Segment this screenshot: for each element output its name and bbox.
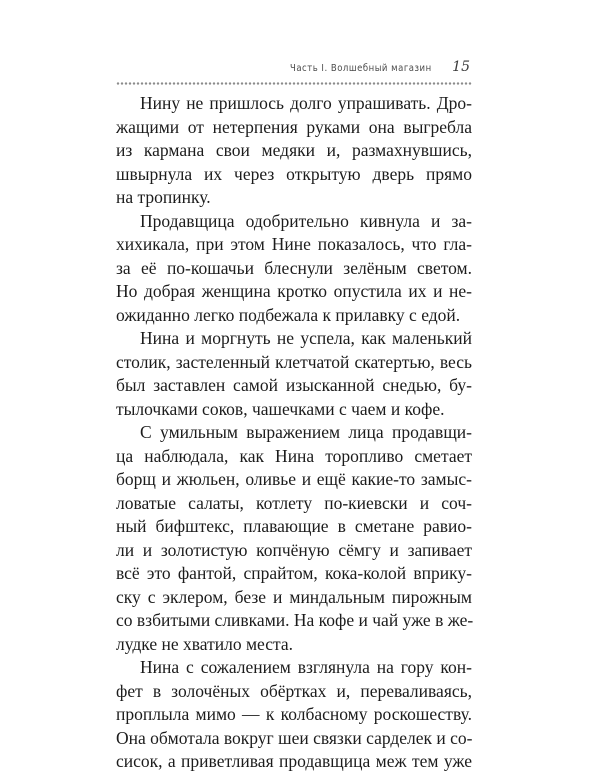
section-title: Часть I. Волшебный магазин bbox=[290, 63, 432, 74]
paragraph bbox=[116, 92, 472, 210]
text-line: борщ и жюльен, оливье и ещё какие-то замыс- bbox=[116, 469, 472, 489]
text-line: проплыла мимо — к колбасному роскошеству. bbox=[116, 704, 472, 724]
text-line: Но добрая женщина кротко опустила их и не- bbox=[116, 281, 472, 301]
text-line: за её по-кошачьи блеснули зелёным светом. bbox=[116, 257, 472, 278]
paragraph bbox=[116, 327, 472, 421]
text-line: из кармана свои медяки и, размахнувшись, bbox=[116, 140, 472, 160]
page-number: 15 bbox=[452, 59, 470, 75]
text-line: всё это фантой, спрайтом, кока-колой вприку- bbox=[116, 563, 472, 583]
text-line: швырнула их через открытую дверь прямо bbox=[116, 163, 472, 184]
header-ornament-rule bbox=[116, 81, 472, 86]
text-line: лудке не хватило места. bbox=[116, 633, 294, 654]
text-line: был заставлен самой изысканной снедью, бу- bbox=[116, 375, 472, 395]
body-text bbox=[116, 92, 472, 774]
text-line: ца наблюдала, как Нина торопливо сметает bbox=[116, 445, 472, 466]
text-line: столик, застеленный клетчатой скатертью, весь bbox=[116, 351, 472, 372]
paragraph bbox=[116, 656, 472, 774]
text-line: ный бифштекс, плавающие в сметане равио- bbox=[116, 516, 472, 536]
text-line: Она обмотала вокруг шеи связки сарделек и со- bbox=[116, 727, 473, 748]
text-line: С умильным выражением лица продавщи- bbox=[140, 422, 472, 442]
paragraph bbox=[116, 421, 472, 656]
text-line: жащими от нетерпения руками она выгребла bbox=[116, 116, 472, 137]
text-line: сисок, а приветливая продавщица меж тем уже bbox=[116, 751, 472, 771]
text-line: на тропинку. bbox=[116, 187, 211, 207]
paragraph bbox=[116, 210, 472, 328]
text-line: тылочками соков, чашечками с чаем и кофе. bbox=[116, 398, 445, 419]
text-line: ли и золотистую копчёную сёмгу и запивает bbox=[116, 539, 472, 560]
text-line: Нина и моргнуть не успела, как маленький bbox=[140, 328, 472, 348]
text-line: со взбитыми сливками. На кофе и чай уже в же- bbox=[116, 610, 474, 630]
text-line: ловатые салаты, котлету по-киевски и соч- bbox=[116, 492, 472, 513]
text-line: хихикала, при этом Нине показалось, что гла- bbox=[116, 234, 472, 254]
running-head bbox=[116, 58, 472, 78]
text-line: Нина с сожалением взглянула на гору кон- bbox=[140, 657, 472, 677]
text-line: фет в золочёных обёртках и, переваливаясь, bbox=[116, 680, 472, 701]
text-line: Продавщица одобрительно кивнула и за- bbox=[140, 210, 472, 231]
text-line: ожиданно легко подбежала к прилавку с едой. bbox=[116, 304, 461, 325]
text-line: Нину не пришлось долго упрашивать. Дро- bbox=[140, 93, 472, 113]
text-line: ску с эклером, безе и миндальным пирожным bbox=[116, 586, 472, 607]
